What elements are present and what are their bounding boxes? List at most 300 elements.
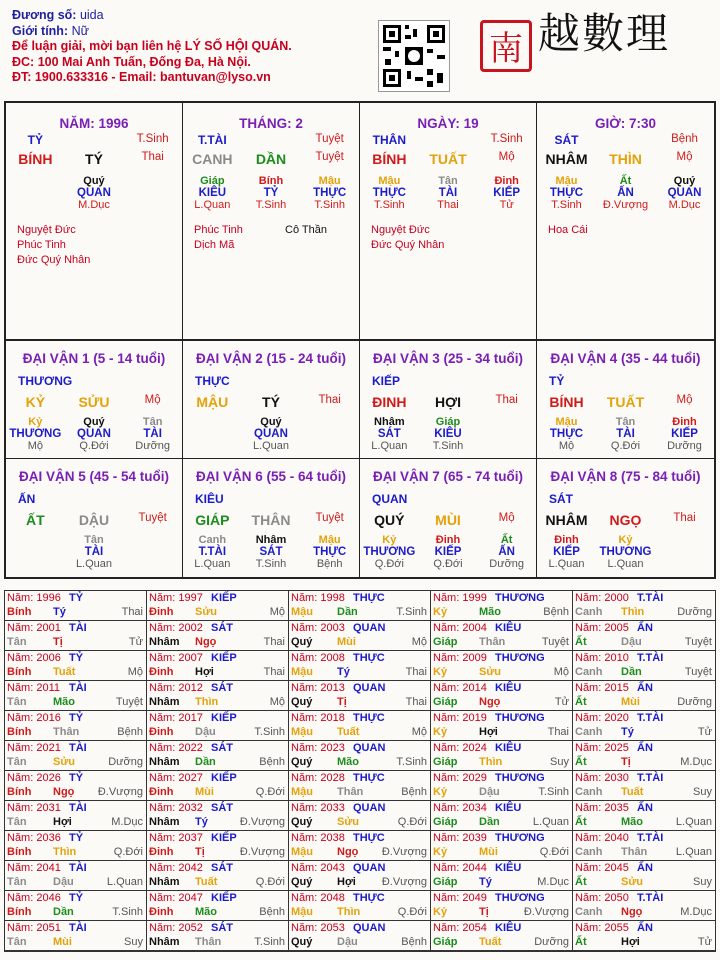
dai-van-title: ĐẠI VẬN 5 (45 - 54 tuổi) xyxy=(18,469,170,484)
pillar-main-row xyxy=(6,151,182,167)
hidden-stage: Đ.Vượng xyxy=(602,199,649,211)
year-label: Năm: 2001 xyxy=(7,622,61,634)
year-label: Năm: 2046 xyxy=(7,892,61,904)
year-stage: T.Sinh xyxy=(538,786,569,798)
year-chi: Ngọ xyxy=(479,696,501,708)
year-line-1 xyxy=(291,922,430,936)
year-chi: Thân xyxy=(621,846,648,858)
year-stage: Tuyệt xyxy=(115,696,143,708)
dv-hidden-block xyxy=(360,534,419,570)
year-label: Năm: 2055 xyxy=(575,922,629,934)
year-god: T.TÀI xyxy=(637,652,664,664)
pillar-title: NĂM: 1996 xyxy=(59,116,129,131)
year-chi: Dậu xyxy=(337,936,358,948)
year-cell xyxy=(573,621,715,651)
dv-hidden-god: QUAN xyxy=(77,428,111,440)
year-can: Nhâm xyxy=(149,816,180,828)
dai-van-can: BÍNH xyxy=(549,394,584,410)
year-god: THƯƠNG xyxy=(495,892,545,904)
year-chi: Tuất xyxy=(53,666,76,678)
year-chi: Mùi xyxy=(53,936,72,948)
year-label: Năm: 2007 xyxy=(149,652,203,664)
year-line-2 xyxy=(433,666,572,678)
dv-hidden-god: T.TÀI xyxy=(198,546,227,558)
dv-hidden-stem: Quý xyxy=(260,416,282,428)
dv-hidden-block xyxy=(65,416,124,452)
year-god: TỶ xyxy=(69,712,84,724)
hidden-god: TÀI xyxy=(438,187,458,199)
pillar-3 xyxy=(360,103,537,339)
hidden-stem-block xyxy=(360,175,419,211)
hidden-stem: Ất xyxy=(619,175,632,187)
year-god: SÁT xyxy=(211,922,233,934)
year-can: Tân xyxy=(7,636,27,648)
year-line-2 xyxy=(575,606,715,618)
year-line-1 xyxy=(433,922,572,936)
dai-van-hidden xyxy=(537,534,714,570)
year-label: Năm: 2050 xyxy=(575,892,629,904)
year-chi: Dậu xyxy=(53,876,74,888)
year-label: Năm: 2038 xyxy=(291,832,345,844)
year-line-2 xyxy=(149,906,288,918)
year-line-2 xyxy=(7,876,146,888)
year-stage: Bệnh xyxy=(259,756,285,768)
year-can: Giáp xyxy=(433,816,458,828)
year-can: Kỷ xyxy=(433,786,448,798)
year-can: Quý xyxy=(291,636,313,648)
year-stage: Dưỡng xyxy=(677,696,712,708)
year-line-1 xyxy=(575,832,715,846)
year-stage: Suy xyxy=(124,936,143,948)
hidden-stem-block xyxy=(242,175,301,211)
pillar-can: NHÂM xyxy=(545,151,588,167)
year-line-2 xyxy=(575,636,715,648)
dv-hidden-stage: Dưỡng xyxy=(667,440,702,452)
year-god: KIẾP xyxy=(211,652,237,664)
year-label: Năm: 2005 xyxy=(575,622,629,634)
year-cell xyxy=(431,891,573,921)
pillar-title: THÁNG: 2 xyxy=(239,116,303,131)
year-can: Quý xyxy=(291,756,313,768)
year-line-1 xyxy=(7,742,146,756)
hidden-spacer xyxy=(183,416,242,452)
year-stage: Mộ xyxy=(269,606,285,618)
pillar-stage: Thai xyxy=(141,151,164,163)
dai-van-can: KỶ xyxy=(25,394,46,410)
year-stage: Tử xyxy=(697,936,712,948)
year-god: SÁT xyxy=(211,802,233,814)
year-stage: Thai xyxy=(263,636,285,648)
year-label: Năm: 2045 xyxy=(575,862,629,874)
dv-hidden-stage: T.Sinh xyxy=(432,440,464,452)
dv-hidden-stage: Q.Đới xyxy=(610,440,641,452)
year-line-2 xyxy=(433,636,572,648)
year-line-2 xyxy=(291,816,430,828)
year-line-1 xyxy=(149,682,288,696)
dai-van-stage: Mộ xyxy=(144,394,161,406)
year-stage: Dưỡng xyxy=(677,606,712,618)
year-chi: Tuất xyxy=(479,936,502,948)
year-line-1 xyxy=(575,682,715,696)
year-cell xyxy=(289,831,431,861)
year-can: Bính xyxy=(7,666,32,678)
dv-hidden-stage: Dưỡng xyxy=(489,558,525,570)
hidden-stem: Bính xyxy=(258,175,284,187)
dai-van-chi: NGỌ xyxy=(609,512,642,528)
dai-van-chi: TUẤT xyxy=(606,394,645,410)
year-stage: M.Dục xyxy=(680,756,712,768)
year-cell xyxy=(5,681,147,711)
year-cell xyxy=(289,741,431,771)
year-line-2 xyxy=(7,666,146,678)
hidden-god: KIÊU xyxy=(198,187,227,199)
pillar-main-row xyxy=(537,151,714,167)
year-line-1 xyxy=(7,622,146,636)
year-god: KIẾP xyxy=(211,832,237,844)
dai-van-title: ĐẠI VẬN 1 (5 - 14 tuổi) xyxy=(22,351,166,366)
year-chi: Thìn xyxy=(479,756,503,768)
year-line-1 xyxy=(433,682,572,696)
year-label: Năm: 2047 xyxy=(149,892,203,904)
dv-hidden-god: THỰC xyxy=(549,428,584,440)
year-chi: Mùi xyxy=(479,846,498,858)
year-line-2 xyxy=(7,906,146,918)
year-stage: Đ.Vượng xyxy=(381,846,427,858)
hidden-stem: Giáp xyxy=(200,175,225,187)
year-can: Quý xyxy=(291,696,313,708)
year-cell xyxy=(431,591,573,621)
year-god: KIẾP xyxy=(211,772,237,784)
year-chi: Thân xyxy=(479,636,506,648)
year-label: Năm: 2023 xyxy=(291,742,345,754)
year-line-1 xyxy=(7,772,146,786)
year-cell xyxy=(5,771,147,801)
star-item: Đức Quý Nhân xyxy=(17,254,91,266)
year-god: TỶ xyxy=(69,652,84,664)
pillar-stars xyxy=(371,223,536,253)
hidden-god: TỶ xyxy=(263,187,279,199)
dai-van-4 xyxy=(537,341,714,459)
year-cell xyxy=(573,681,715,711)
year-line-1 xyxy=(149,892,288,906)
year-line-2 xyxy=(149,726,288,738)
year-stage: L.Quan xyxy=(675,846,712,858)
dai-van-can: ĐINH xyxy=(372,394,407,410)
year-chi: Tý xyxy=(53,606,66,618)
year-stage: Suy xyxy=(693,876,712,888)
year-label: Năm: 2034 xyxy=(433,802,487,814)
year-stage: Mộ xyxy=(269,696,285,708)
year-line-1 xyxy=(149,832,288,846)
year-god: TỶ xyxy=(69,592,84,604)
year-chi: Dậu xyxy=(479,786,500,798)
header-info xyxy=(12,8,372,86)
pillar-stars xyxy=(548,223,714,238)
year-god: THƯƠNG xyxy=(495,652,545,664)
year-line-2 xyxy=(433,936,572,948)
dai-van-title: ĐẠI VẬN 3 (25 - 34 tuổi) xyxy=(372,351,524,366)
name-value: uida xyxy=(79,8,104,22)
hidden-stem-block xyxy=(537,175,596,211)
year-line-2 xyxy=(7,936,146,948)
year-line-1 xyxy=(7,652,146,666)
year-god: ẤN xyxy=(637,802,653,814)
year-stage: M.Dục xyxy=(537,876,569,888)
year-chi: Dần xyxy=(337,606,358,618)
year-label: Năm: 2000 xyxy=(575,592,629,604)
year-cell xyxy=(289,771,431,801)
year-chi: Thân xyxy=(53,726,80,738)
year-label: Năm: 2042 xyxy=(149,862,203,874)
year-can: Canh xyxy=(575,606,603,618)
year-cell xyxy=(5,921,147,951)
dai-van-7 xyxy=(360,459,537,577)
hidden-stem: Mậu xyxy=(378,175,401,187)
year-god: KIẾP xyxy=(211,892,237,904)
year-stage: Đ.Vượng xyxy=(523,906,569,918)
dv-hidden-block xyxy=(6,416,65,452)
year-label: Năm: 2018 xyxy=(291,712,345,724)
dv-hidden-block xyxy=(419,416,478,452)
year-god: SÁT xyxy=(211,862,233,874)
year-line-2 xyxy=(575,666,715,678)
dai-van-2 xyxy=(183,341,360,459)
dv-hidden-block xyxy=(360,416,419,452)
year-stage: Bệnh xyxy=(259,906,285,918)
year-god: QUAN xyxy=(353,802,386,814)
year-cell xyxy=(431,681,573,711)
pillar-2 xyxy=(183,103,360,339)
year-cell xyxy=(147,591,289,621)
year-god: QUAN xyxy=(353,862,386,874)
year-stage: L.Quan xyxy=(532,816,569,828)
year-chi: Mùi xyxy=(621,696,640,708)
year-can: Nhâm xyxy=(149,696,180,708)
year-can: Tân xyxy=(7,696,27,708)
year-line-2 xyxy=(291,726,430,738)
hidden-god: ẤN xyxy=(617,187,634,199)
year-cell xyxy=(147,711,289,741)
year-chi: Sửu xyxy=(195,606,218,618)
year-can: Nhâm xyxy=(149,876,180,888)
dai-van-title: ĐẠI VẬN 6 (55 - 64 tuổi) xyxy=(195,469,347,484)
year-can: Ất xyxy=(575,876,587,888)
year-chi: Mão xyxy=(195,906,217,918)
year-god: KIÊU xyxy=(495,862,522,874)
year-can: Giáp xyxy=(433,936,458,948)
year-chi: Tị xyxy=(479,906,489,918)
pillar-god: SÁT xyxy=(554,133,579,147)
year-line-1 xyxy=(433,862,572,876)
year-can: Bính xyxy=(7,606,32,618)
year-label: Năm: 2032 xyxy=(149,802,203,814)
year-chi: Ngọ xyxy=(621,906,643,918)
year-cell xyxy=(147,741,289,771)
star-item: Phúc Tinh xyxy=(194,224,243,236)
year-cell xyxy=(5,621,147,651)
dv-hidden-block xyxy=(655,416,714,452)
year-can: Kỷ xyxy=(433,906,448,918)
year-chi: Dần xyxy=(621,666,642,678)
dv-hidden-stage: Dưỡng xyxy=(135,440,171,452)
dv-hidden-god: QUAN xyxy=(254,428,288,440)
year-god: THƯƠNG xyxy=(495,772,545,784)
year-line-1 xyxy=(7,592,146,606)
year-cell xyxy=(573,591,715,621)
year-chi: Thìn xyxy=(621,606,645,618)
hidden-god: THỰC xyxy=(549,187,584,199)
year-can: Tân xyxy=(7,756,27,768)
seal-logo: 南 xyxy=(480,20,532,72)
year-cell xyxy=(573,861,715,891)
year-cell xyxy=(431,621,573,651)
year-chi: Tý xyxy=(195,816,208,828)
year-can: Ất xyxy=(575,816,587,828)
year-god: ẤN xyxy=(637,922,653,934)
year-chi: Mão xyxy=(479,606,501,618)
hidden-stem-block xyxy=(183,175,242,211)
star-item: Dịch Mã xyxy=(194,239,235,251)
year-chi: Thìn xyxy=(337,906,361,918)
year-label: Năm: 2011 xyxy=(7,682,60,694)
dv-hidden-stage: L.Quan xyxy=(607,558,644,570)
dv-hidden-stage: T.Sinh xyxy=(255,558,287,570)
dv-hidden-stem: Tân xyxy=(84,534,104,546)
year-god: TÀI xyxy=(69,682,87,694)
year-line-1 xyxy=(7,832,146,846)
year-god: THỰC xyxy=(353,712,385,724)
pillar-title: GIỜ: 7:30 xyxy=(594,116,657,131)
dv-hidden-god: THƯƠNG xyxy=(9,428,62,440)
year-can: Bính xyxy=(7,726,32,738)
year-line-1 xyxy=(575,862,715,876)
hidden-spacer xyxy=(6,175,65,211)
year-can: Nhâm xyxy=(149,936,180,948)
year-label: Năm: 2049 xyxy=(433,892,487,904)
year-cell xyxy=(147,681,289,711)
year-god: T.TÀI xyxy=(637,592,664,604)
year-cell xyxy=(289,651,431,681)
year-line-2 xyxy=(291,636,430,648)
year-can: Ất xyxy=(575,936,587,948)
year-cell xyxy=(573,711,715,741)
dai-van-chi: SỬU xyxy=(78,394,110,410)
year-god: ẤN xyxy=(637,862,653,874)
year-chi: Hợi xyxy=(479,726,498,738)
dai-van-main-row xyxy=(537,394,714,410)
year-can: Bính xyxy=(7,846,32,858)
year-label: Năm: 2009 xyxy=(433,652,487,664)
year-god: KIÊU xyxy=(495,682,522,694)
dv-hidden-stem: Tân xyxy=(142,416,163,428)
year-chi: Thìn xyxy=(195,696,219,708)
hidden-stem: Mậu xyxy=(555,175,578,187)
year-stage: Tuyệt xyxy=(684,636,712,648)
dv-hidden-block xyxy=(65,534,124,570)
year-line-2 xyxy=(433,726,572,738)
year-chi: Thân xyxy=(337,786,364,798)
year-line-1 xyxy=(575,892,715,906)
year-cell xyxy=(431,921,573,951)
year-line-1 xyxy=(291,832,430,846)
year-line-2 xyxy=(291,936,430,948)
year-cell xyxy=(5,861,147,891)
dai-van-god: QUAN xyxy=(372,492,408,506)
hidden-stage: T.Sinh xyxy=(551,199,582,211)
pillar-chi: TÝ xyxy=(85,151,103,167)
hidden-stage: Tử xyxy=(499,199,514,211)
hidden-stem-block xyxy=(419,175,478,211)
hidden-stem-block xyxy=(655,175,714,211)
year-can: Giáp xyxy=(433,756,458,768)
dai-van-stage: Thai xyxy=(495,394,518,406)
year-line-1 xyxy=(291,622,430,636)
year-label: Năm: 2006 xyxy=(7,652,61,664)
year-line-2 xyxy=(433,906,572,918)
hidden-stem: Quý xyxy=(83,175,105,187)
year-label: Năm: 2028 xyxy=(291,772,345,784)
year-line-2 xyxy=(575,756,715,768)
dai-van-god: KIẾP xyxy=(372,374,401,388)
star-item: Phúc Tinh xyxy=(17,239,66,251)
year-label: Năm: 2027 xyxy=(149,772,203,784)
year-stage: Thai xyxy=(263,666,285,678)
year-stage: Mộ xyxy=(553,666,569,678)
year-label: Năm: 2003 xyxy=(291,622,345,634)
year-can: Tân xyxy=(7,936,27,948)
year-can: Kỷ xyxy=(433,666,448,678)
year-can: Kỷ xyxy=(433,846,448,858)
year-line-2 xyxy=(433,846,572,858)
dv-hidden-god: KIẾP xyxy=(671,428,698,440)
year-stage: Q.Đới xyxy=(255,786,285,798)
four-pillars-table xyxy=(4,101,716,341)
year-label: Năm: 1999 xyxy=(433,592,487,604)
year-god: TÀI xyxy=(69,802,87,814)
year-label: Năm: 2021 xyxy=(7,742,61,754)
year-stage: Thai xyxy=(547,726,569,738)
pillar-top-stage: Tuyệt xyxy=(315,133,344,145)
year-can: Mậu xyxy=(291,786,313,798)
year-cell xyxy=(573,771,715,801)
year-stage: Q.Đới xyxy=(255,876,285,888)
pillar-top-stage: T.Sinh xyxy=(490,133,523,145)
year-label: Năm: 2026 xyxy=(7,772,61,784)
year-line-1 xyxy=(7,682,146,696)
year-cell xyxy=(431,861,573,891)
year-god: KIẾP xyxy=(211,712,237,724)
year-stage: Q.Đới xyxy=(397,906,427,918)
pillar-chi: THÌN xyxy=(609,151,642,167)
dai-van-8 xyxy=(537,459,714,577)
year-label: Năm: 2051 xyxy=(7,922,61,934)
year-stage: M.Dục xyxy=(111,816,143,828)
dai-van-hidden xyxy=(360,534,536,570)
year-stage: Q.Đới xyxy=(113,846,143,858)
year-can: Canh xyxy=(575,666,603,678)
year-cell xyxy=(5,711,147,741)
dv-hidden-stem: Mậu xyxy=(555,416,578,428)
year-stage: Đ.Vượng xyxy=(239,846,285,858)
pillar-hidden xyxy=(183,175,359,211)
pillar-god-row xyxy=(6,133,182,147)
dai-van-can: QUÝ xyxy=(374,512,405,528)
year-line-1 xyxy=(291,802,430,816)
year-stage: Bệnh xyxy=(401,936,427,948)
pillar-chi: TUẤT xyxy=(429,151,467,167)
pillar-4 xyxy=(537,103,714,339)
year-god: TÀI xyxy=(69,922,87,934)
